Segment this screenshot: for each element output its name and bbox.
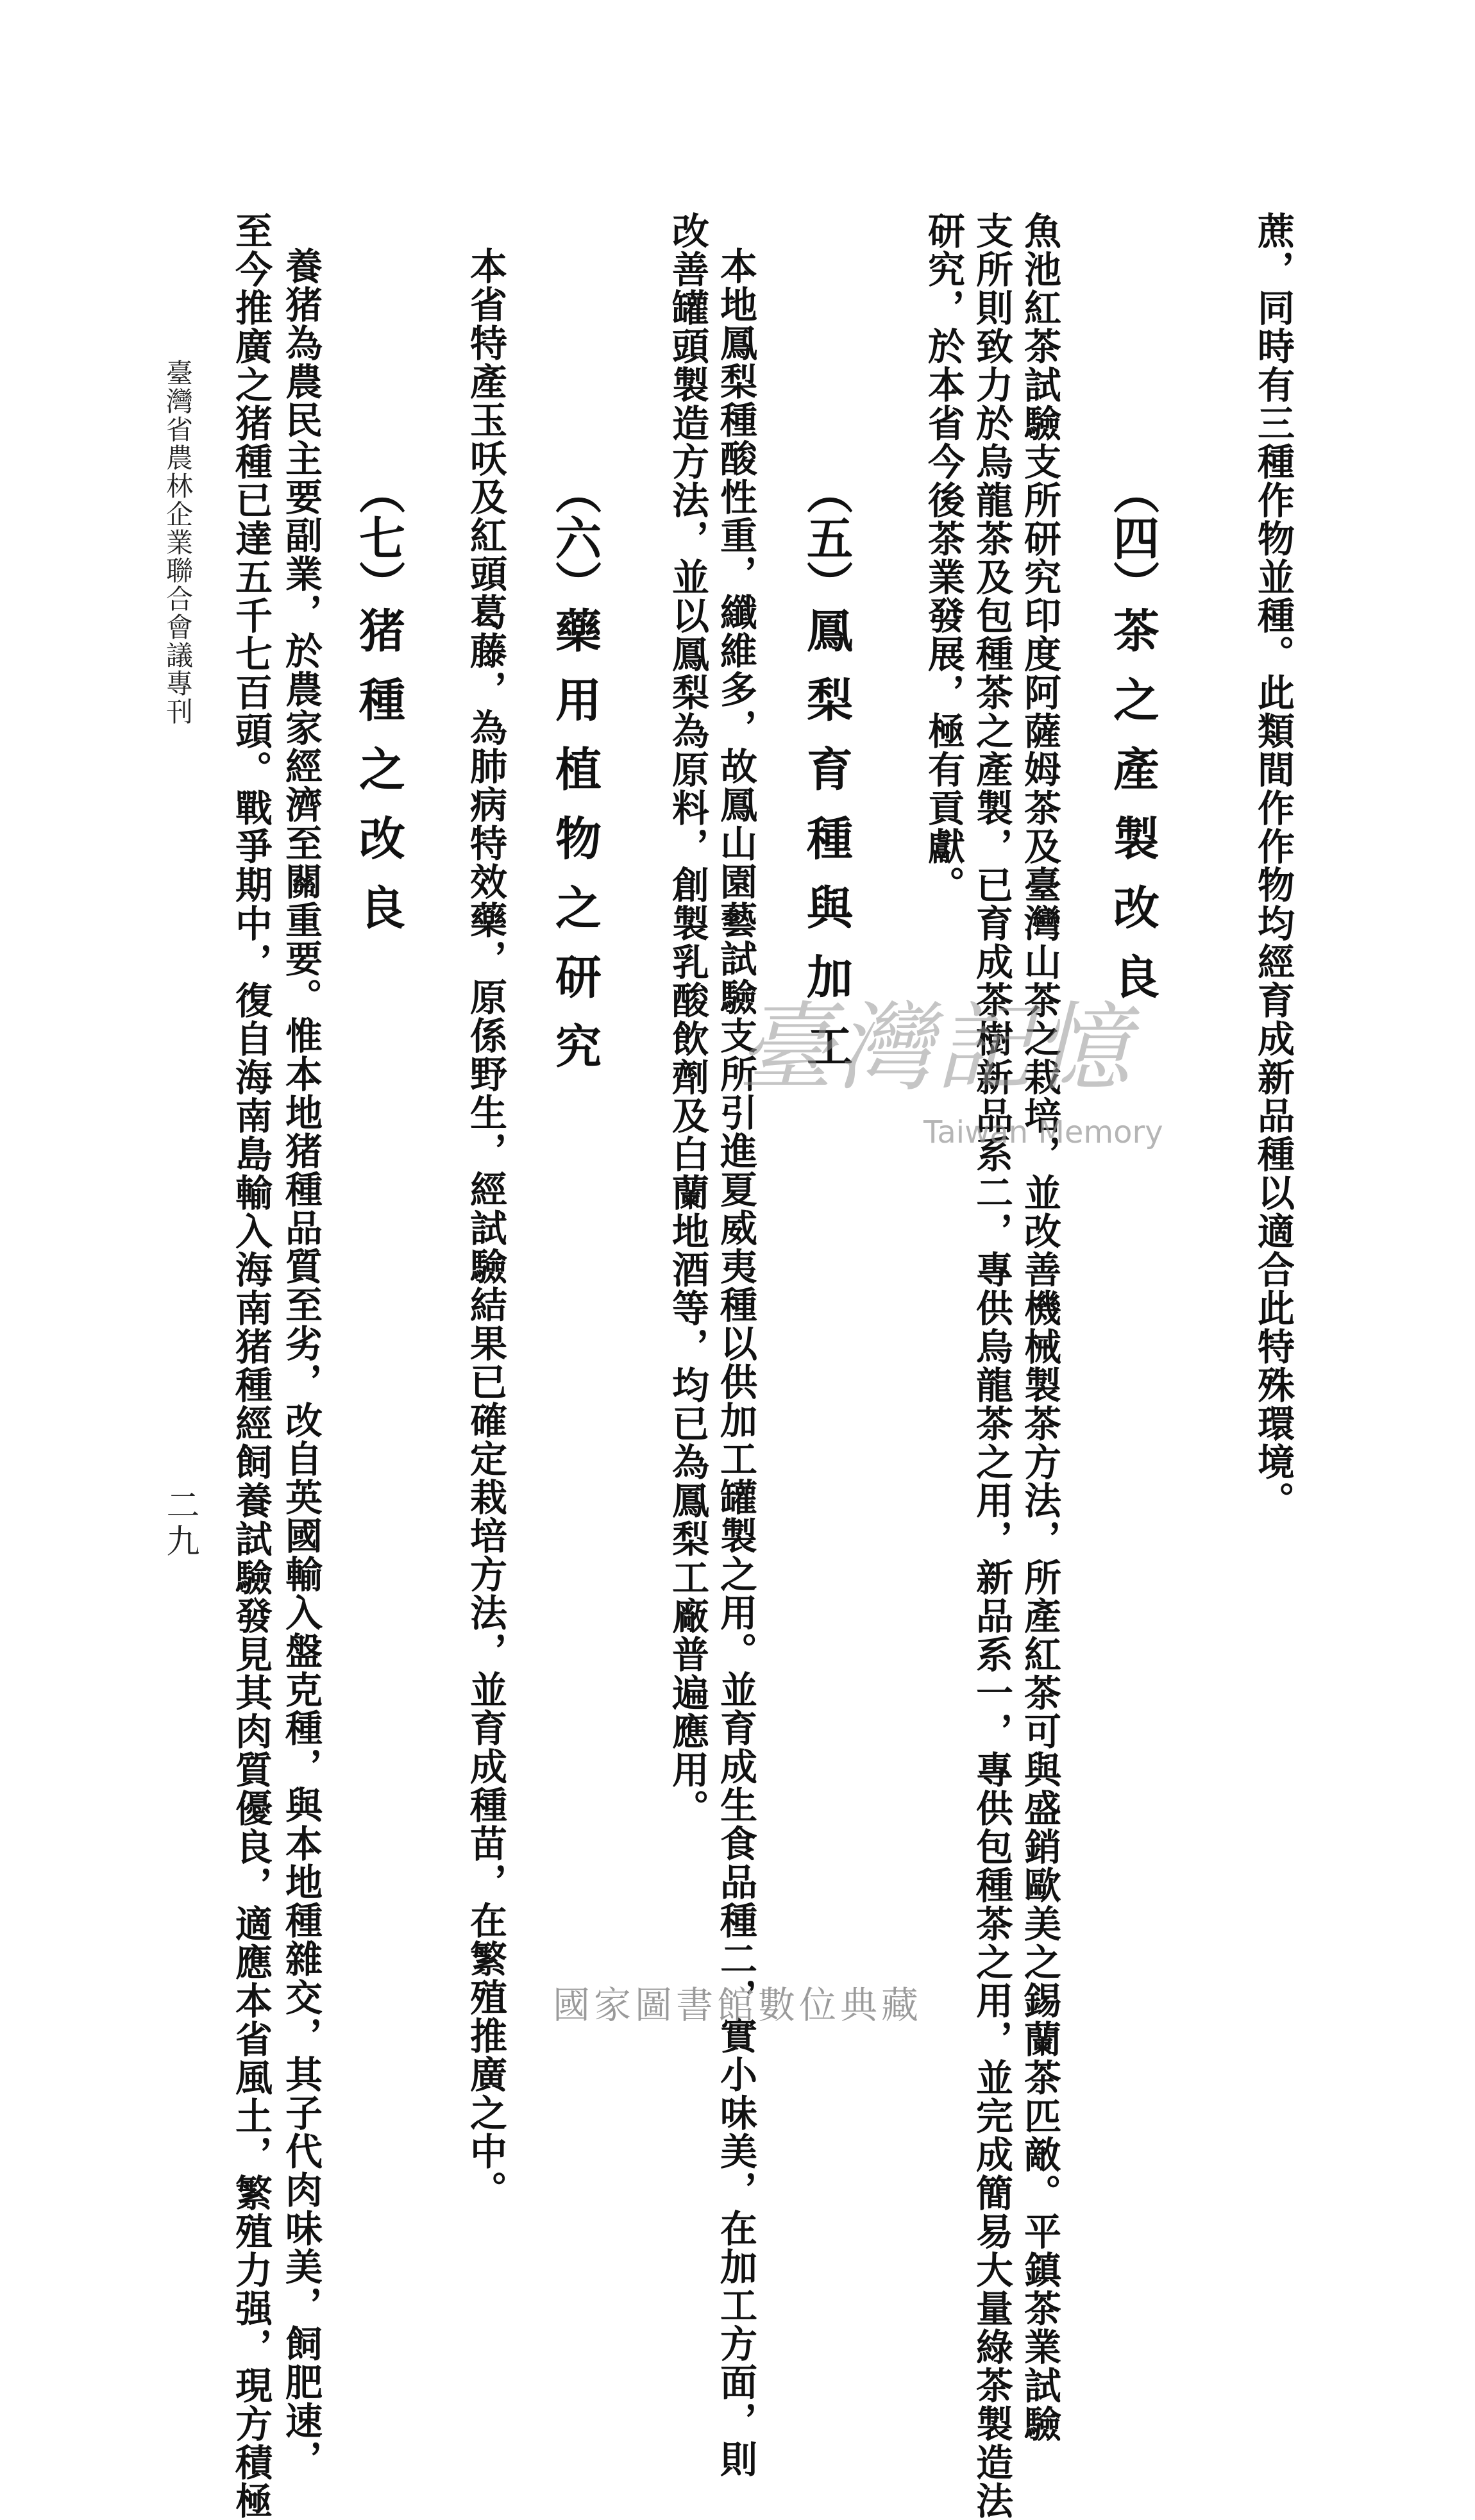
text-column-8: 養猪為農民主要副業，於農家經濟至關重要。惟本地猪種品質至劣，改自英國輸入盤克種，與本地種雜交，其子代肉味美，飼肥速， <box>279 247 323 2478</box>
text-column-4: 研究，於本省今後茶業發展，極有貢獻。 <box>922 212 965 904</box>
section-heading-7 <box>351 468 406 953</box>
section-number: （七） <box>351 468 406 607</box>
section-heading-6 <box>548 468 602 1091</box>
section-title: 茶之產製改良 <box>1106 607 1160 1022</box>
text-column-9: 至今推廣之猪種已達五千七百頭。戰爭期中，復自海南島輸入海南猪種經飼養試驗發見其肉質優良，適應本省風土，繁殖力强，現方積極 <box>229 212 273 2520</box>
section-number: （六） <box>548 468 602 607</box>
section-title: 猪種之改良 <box>351 607 406 953</box>
text-column-2: 魚池紅茶試驗支所研究印度阿薩姆茶及臺灣山茶之栽培，並改善機械製茶方法，所產紅茶可與盛銷歐美之錫蘭茶匹敵。平鎮茶業試驗 <box>1018 212 1061 2443</box>
section-heading-4 <box>1106 468 1160 1022</box>
text-column-1: 蔗，同時有三種作物並種。此類間作作物均經育成新品種以適合此特殊環境。 <box>1251 212 1295 1520</box>
text-column-6: 改善罐頭製造方法，並以鳳梨為原料，創製乳酸飲劑及白蘭地酒等，均已為鳳梨工廠普遍應用。 <box>666 212 709 1827</box>
text-column-3: 支所則致力於烏龍茶及包種茶之產製，已育成茶樹新品系二，專供烏龍茶之用，新品系一，專供包種茶之用，並完成簡易大量綠茶製造法 <box>970 212 1013 2520</box>
section-title: 藥用植物之研究 <box>548 607 602 1091</box>
text-column-5: 本地鳳梨種酸性重，纖維多，故鳳山園藝試驗支所引進夏威夷種以供加工罐製之用。並育成生食品種二，實小味美，在加工方面，則 <box>714 247 757 2478</box>
watermark-chinese: 臺灣記憶 <box>738 993 1133 1104</box>
running-title: 臺灣省農林企業聯合會議專刊 <box>162 359 194 726</box>
section-number: （五） <box>799 468 854 607</box>
section-heading-5 <box>799 468 854 1091</box>
archive-mark: 國家圖書館數位典藏 <box>552 1983 922 2027</box>
page-number: 二九 <box>160 1488 199 1559</box>
section-title: 鳳梨育種與加工 <box>799 607 854 1091</box>
section-number: （四） <box>1106 468 1160 607</box>
text-column-7: 本省特產玉㕭及紅頭葛藤，為肺病特效藥，原係野生，經試驗結果已確定栽培方法，並育成種苗，在繁殖推廣之中。 <box>464 247 507 2209</box>
watermark-english: Taiwan Memory <box>923 1114 1163 1150</box>
